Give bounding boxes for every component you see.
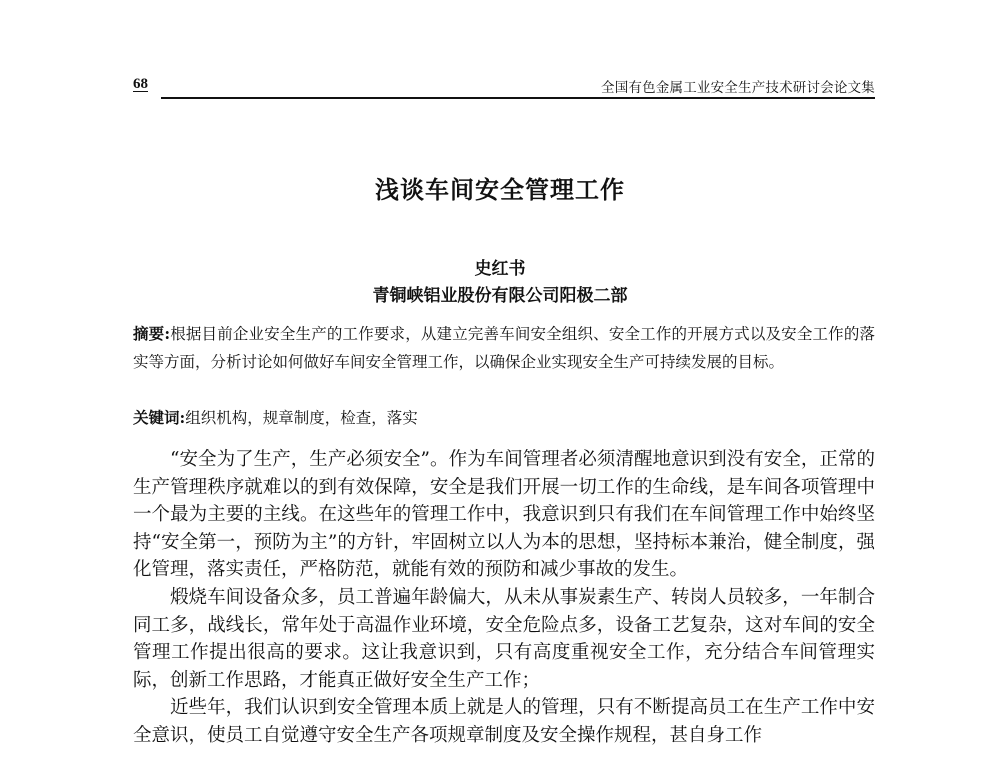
running-title: 全国有色金属工业安全生产技术研讨会论文集 <box>601 80 875 96</box>
keywords-label: 关键词: <box>133 408 186 427</box>
page-number: 68 <box>133 76 148 92</box>
abstract-label: 摘要: <box>133 324 171 343</box>
paragraph: 煅烧车间设备众多，员工普遍年龄偏大，从未从事炭素生产、转岗人员较多，一年制合同工多，战线长，常年处于高温作业环境，安全危险点多，设备工艺复杂，这对车间的安全管理工作提出很高的要求。这让我意识到，只有高度重视安全工作，充分结合车间管理实际，创新工作思路，才能真正做好安全生产工作； <box>133 586 875 691</box>
abstract-text: 根据目前企业安全生产的工作要求，从建立完善车间安全组织、安全工作的开展方式以及安全工作的落实等方面，分析讨论如何做好车间安全管理工作，以确保企业实现安全生产可持续发展的目标。 <box>133 325 875 371</box>
header-rule <box>161 97 875 99</box>
article-title: 浅谈车间安全管理工作 <box>375 175 625 204</box>
keywords <box>133 404 875 432</box>
keywords-text: 组织机构，规章制度，检查，落实 <box>185 409 418 427</box>
page-header <box>133 74 875 100</box>
abstract <box>133 320 875 376</box>
author-name: 史红书 <box>474 259 526 279</box>
paragraph: 近些年，我们认识到安全管理本质上就是人的管理，只有不断提高员工在生产工作中安全意识，使员工自觉遵守安全生产各项规章制度及安全操作规程，甚自身工作 <box>133 697 875 746</box>
author-affiliation: 青铜峡铝业股份有限公司阳极二部 <box>372 286 628 306</box>
paragraph: “安全为了生产，生产必须安全”。作为车间管理者必须清醒地意识到没有安全，正常的生产管理秩序就难以的到有效保障，安全是我们开展一切工作的生命线，是车间各项管理中一个最为主要的主线。在这些年的管理工作中，我意识到只有我们在车间管理工作中始终坚持“安全第一，预防为主”的方针，牢固树立以人为本的思想，坚持标本兼治，健全制度，强化管理，落实责任，严格防范，就能有效的预防和减少事故的发生。 <box>133 449 875 581</box>
body-text <box>133 446 875 750</box>
